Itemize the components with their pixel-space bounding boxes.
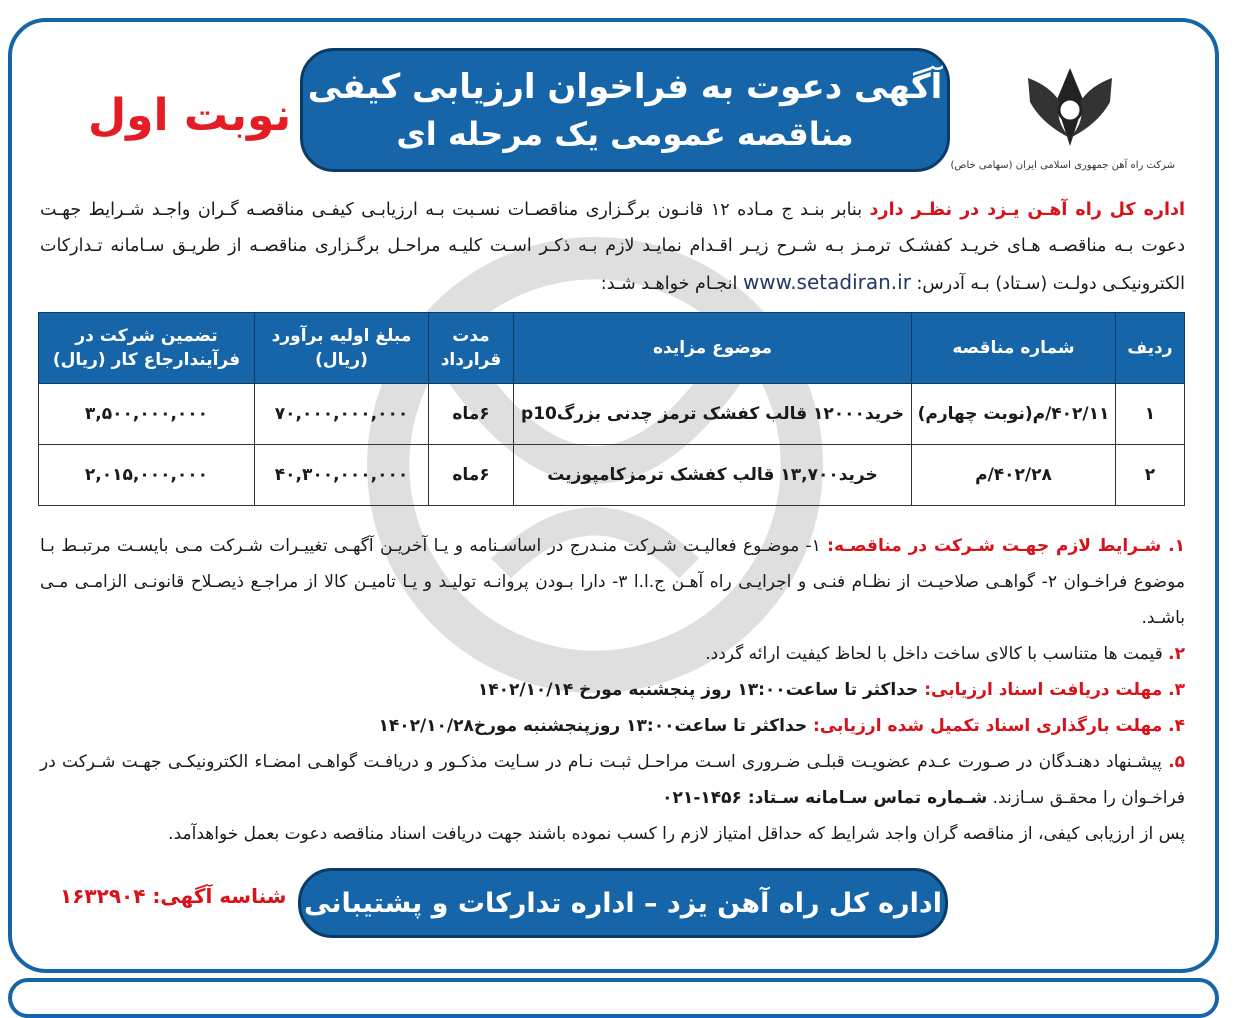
intro-org: اداره کل راه آهـن یـزد در نظـر دارد: [869, 200, 1185, 220]
title-line-2: مناقصه عمومی یک مرحله ای: [396, 115, 854, 153]
table-header-row: [39, 313, 1185, 384]
setad-phone-label: شـماره تماس سـامانه سـتاد:: [747, 788, 988, 808]
condition-3-text: حداکثر تا ساعت۱۳:۰۰ روز پنجشنبه مورخ ۱۴۰۲/۱۰/۱۴: [477, 680, 925, 700]
conditions-section: [40, 528, 1185, 852]
intro-text-1: بنابر بنـد ج مـاده ۱۲ قانـون برگـزاری مناقصـات نسـبت بـه ارزیابـی کیفـی مناقصـه گـران واجـد شـرایط جهـت دعوت بـه مناقصـه هـای خریـد کفشـک ترمـز بـه شـرح زیـر اقـدام نمایـد لازم بـه ذکـر اسـت کلیـه مراحـل برگـزاری مناقصـه از طریـق سـامانه تـدارکات الکترونیکـی دولـت (سـتاد) بـه آدرس:: [40, 200, 1185, 294]
col-duration: مدت قرارداد: [429, 313, 514, 384]
next-notice-frame: [8, 978, 1219, 1018]
intro-text-2: انجـام خواهـد شـد:: [600, 274, 743, 294]
cell-guarantee: ۲,۰۱۵,۰۰۰,۰۰۰: [39, 445, 255, 506]
condition-3-label: ۳. مهلت دریافت اسناد ارزیابی:: [924, 680, 1185, 700]
condition-5: [40, 744, 1185, 816]
company-name: شرکت راه آهن جمهوری اسلامی ایران (سهامی خاص): [950, 160, 1175, 171]
cell-subject: خرید۱۲۰۰۰ قالب کفشک ترمز چدنی بزرگp10: [514, 384, 912, 445]
notice-id: شناسه آگهی: ۱۶۳۲۹۰۴: [60, 884, 287, 908]
cell-tender-number: ۴۰۲/۲۸/م: [912, 445, 1116, 506]
col-subject: موضوع مزایده: [514, 313, 912, 384]
setad-url-link[interactable]: www.setadiran.ir: [742, 270, 911, 294]
cell-tender-number: ۴۰۲/۱۱/م(نوبت چهارم): [912, 384, 1116, 445]
col-estimate: مبلغ اولیه برآورد (ریال): [255, 313, 429, 384]
condition-4-label: ۴. مهلت بارگذاری اسناد تکمیل شده ارزیابی:: [813, 716, 1185, 736]
setad-phone: ۱۴۵۶-۰۲۱: [662, 788, 748, 808]
round-label: نوبت اول: [88, 90, 292, 141]
notice-title: [300, 48, 950, 172]
footer-org: اداره کل راه آهن یزد – اداره تدارکات و پشتیبانی: [298, 868, 948, 938]
condition-5-label: ۵.: [1168, 752, 1185, 772]
final-note: پس از ارزیابی کیفی، از مناقصه گران واجد شرایط که حداقل امتیاز لازم را کسب نموده باشند جهت دریافت اسناد مناقصه دعوت بعمل خواهدآمد.: [168, 824, 1185, 844]
condition-3: [40, 672, 1185, 708]
cell-estimate: ۷۰,۰۰۰,۰۰۰,۰۰۰: [255, 384, 429, 445]
condition-1: [40, 528, 1185, 636]
cell-subject: خرید۱۳,۷۰۰ قالب کفشک ترمزکامپوزیت: [514, 445, 912, 506]
col-guarantee: تضمین شرکت در فرآیندارجاع کار (ریال): [39, 313, 255, 384]
condition-4: [40, 708, 1185, 744]
intro-paragraph: [40, 192, 1185, 302]
condition-2: [40, 636, 1185, 672]
tender-table: [38, 312, 1185, 506]
condition-1-text: ۱- موضـوع فعالیـت شـرکت منـدرج در اساسـنامه و یـا آخریـن آگهـی تغییـرات شـرکت مـی بایسـت مرتبـط بـا موضوع فراخـوان ۲- گواهـی صلاحیـت از نظـام فنـی و اجرایـی راه آهـن ج.ا.ا ۳- دارا بـودن پروانـه تولیـد و یـا تامیـن کالا از مراجـع ذیصـلاح قانونـی الزامـی مـی باشـد.: [40, 536, 1186, 628]
table-row: [39, 445, 1185, 506]
condition-4-text: حداکثر تا ساعت۱۳:۰۰ روزپنجشنبه مورخ۱۴۰۲/۱۰/۲۸: [378, 716, 813, 736]
table-row: [39, 384, 1185, 445]
cell-duration: ۶ماه: [429, 384, 514, 445]
title-line-1: آگهی دعوت به فراخوان ارزیابی کیفی: [307, 67, 943, 107]
condition-1-label: ۱. شـرایط لازم جهـت شـرکت در مناقصـه:: [827, 536, 1185, 556]
cell-radif: ۱: [1116, 384, 1185, 445]
cell-duration: ۶ماه: [429, 445, 514, 506]
railway-logo-icon: [1020, 62, 1120, 152]
condition-2-text: قیمت ها متناسب با کالای ساخت داخل با لحاظ کیفیت ارائه گردد.: [705, 644, 1169, 664]
condition-2-label: ۲.: [1168, 644, 1185, 664]
col-radif: ردیف: [1116, 313, 1185, 384]
condition-5-text: پیشـنهاد دهنـدگان در صـورت عـدم عضویـت قبلـی ضـروری اسـت مراحـل ثبـت نـام در سـایت مذکـور و دریافـت گواهـی امضـاء الکترونیکـی جهـت شـرکت در فراخـوان را محقـق سـازند.: [40, 752, 1185, 808]
cell-guarantee: ۳,۵۰۰,۰۰۰,۰۰۰: [39, 384, 255, 445]
cell-radif: ۲: [1116, 445, 1185, 506]
col-tender-number: شماره مناقصه: [912, 313, 1116, 384]
cell-estimate: ۴۰,۳۰۰,۰۰۰,۰۰۰: [255, 445, 429, 506]
